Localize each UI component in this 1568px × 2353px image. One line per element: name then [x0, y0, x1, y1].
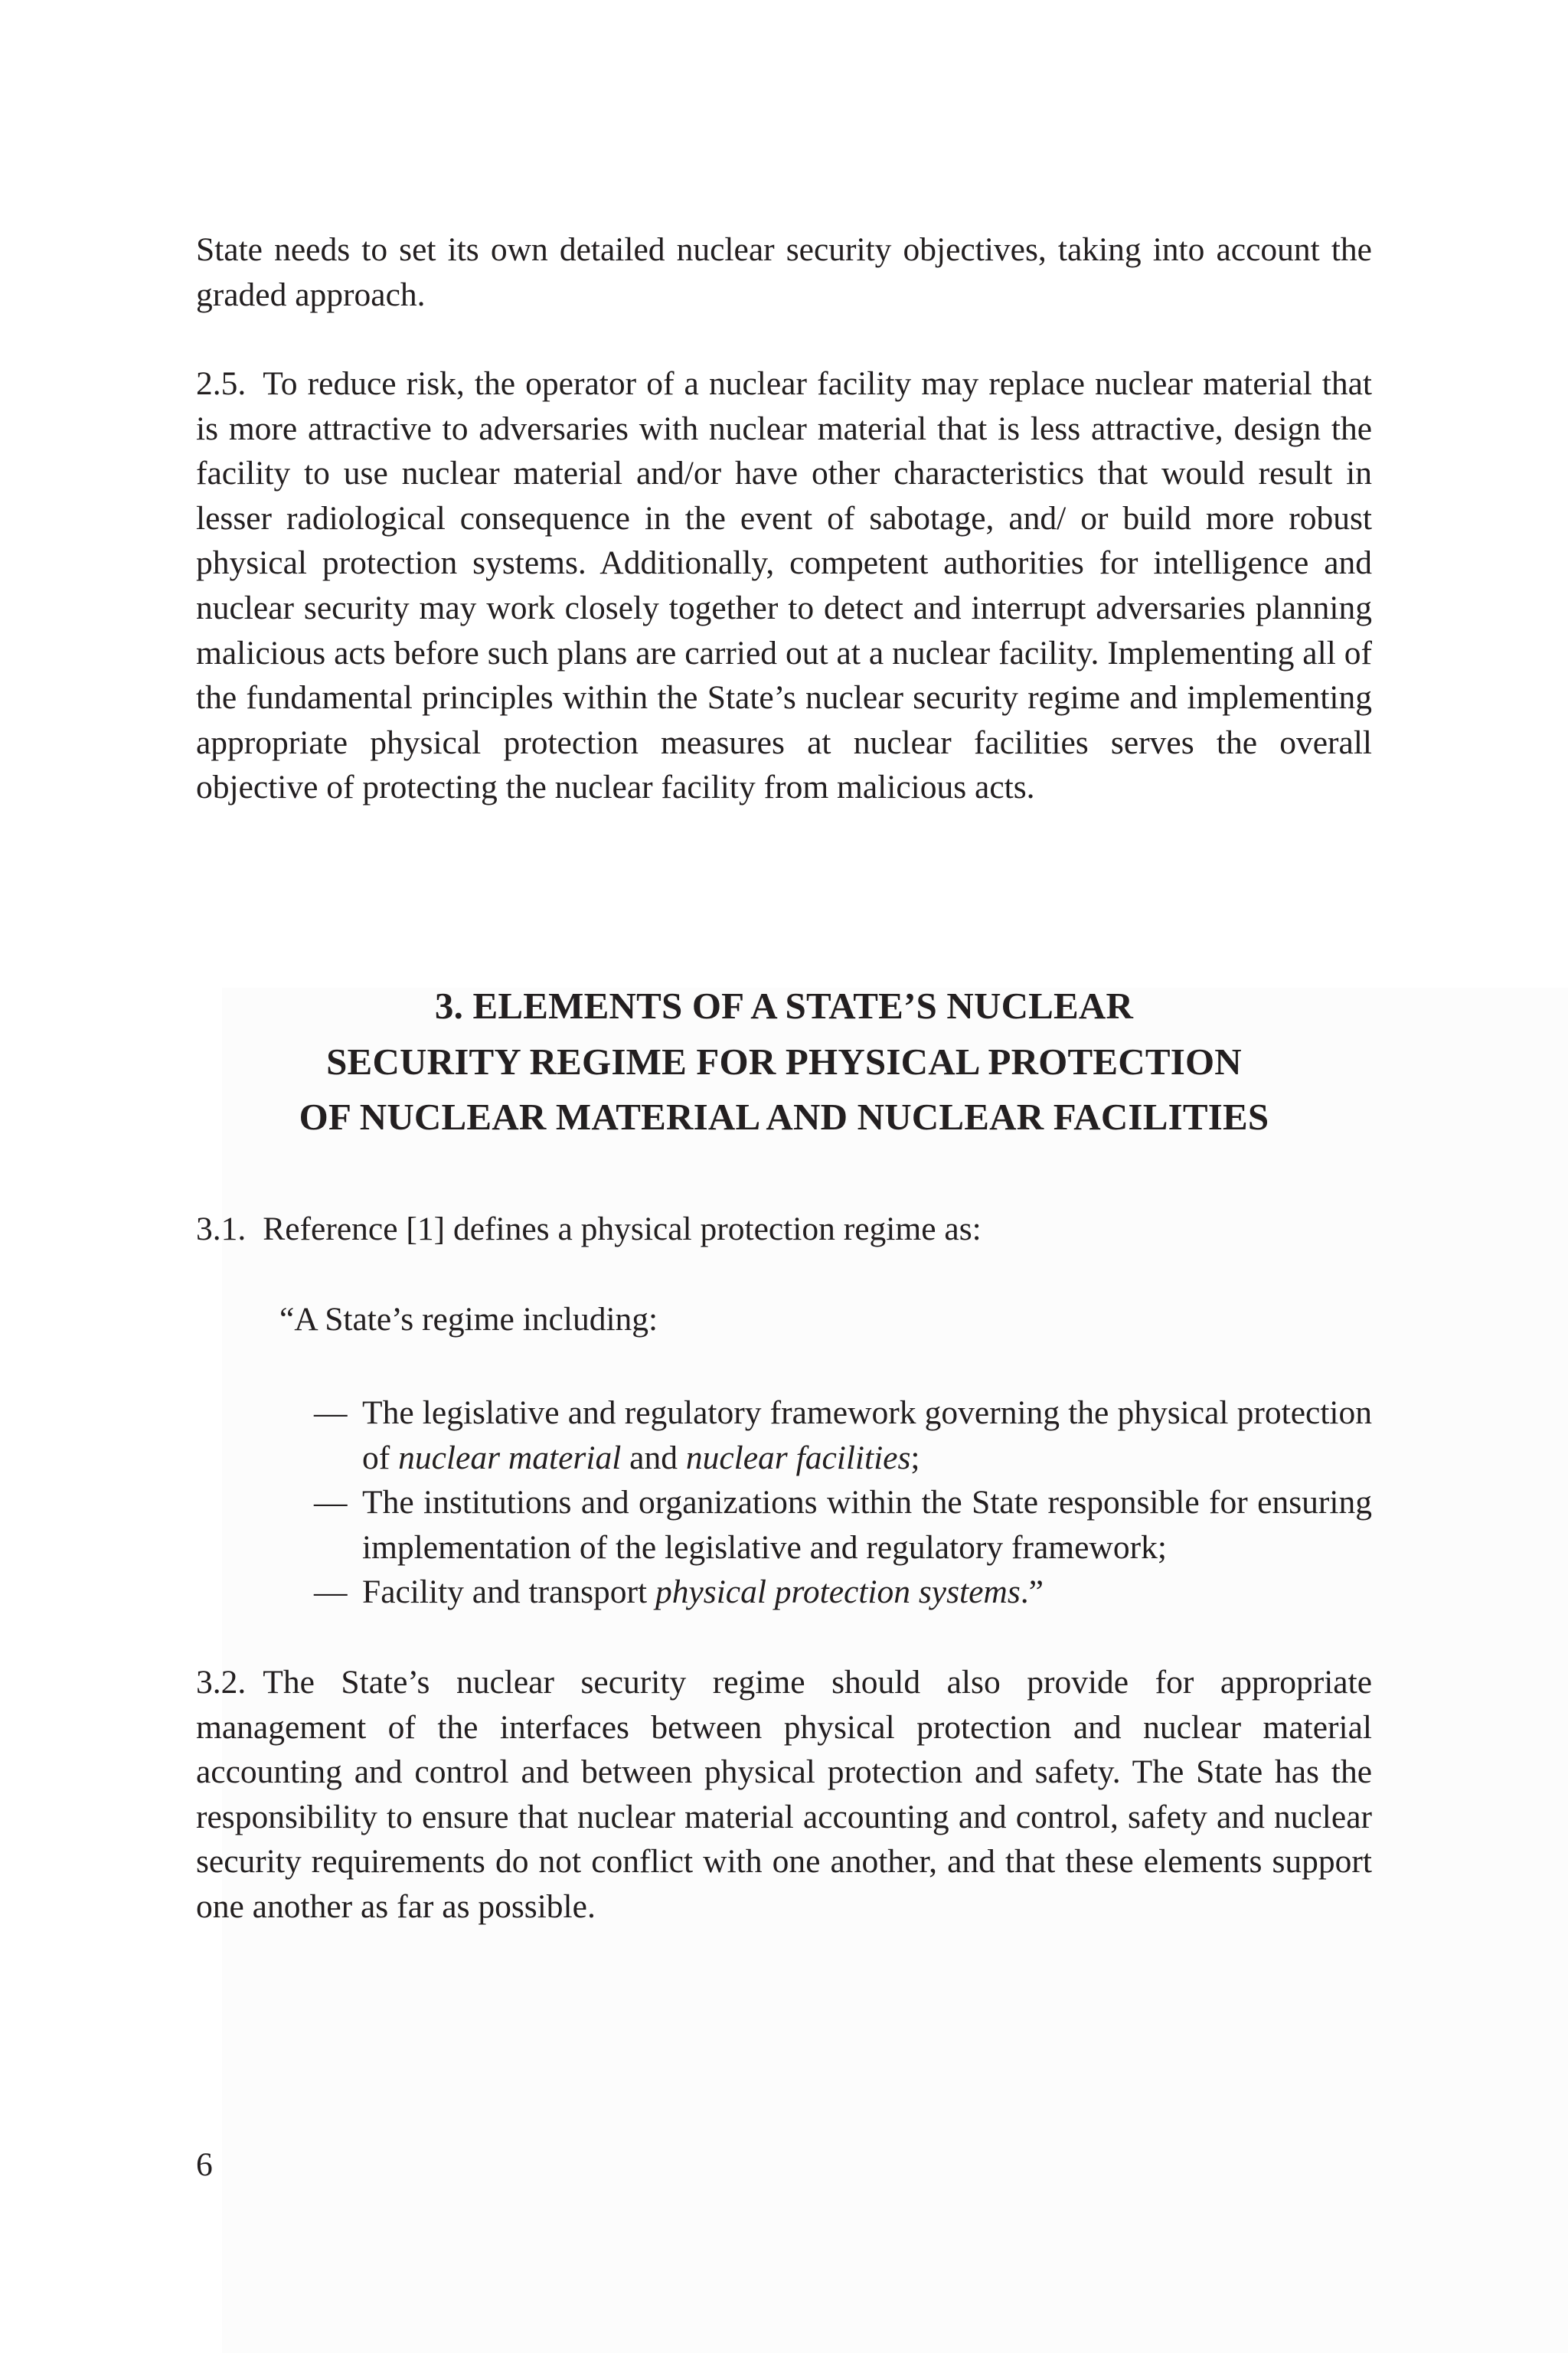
paragraph-number: 3.2.	[196, 1664, 247, 1701]
paragraph-text: The State’s nuclear security regime should also provide for appropriate management of the interfaces between physical protection and nuclear material accounting and control and between physical protection and safety. The State has the responsibility to ensure that nuclear material accounting and control, safety and nuclear security requirements do not conflict with one another, and that these elements support one another as far as possible.	[196, 1664, 1372, 1925]
paragraph-text: To reduce risk, the operator of a nuclear facility may replace nuclear material that is more attractive to adversaries with nuclear material that is less attractive, design the facility to use nuclear material and/or have other characteristics that would result in lesser radiological consequence in the event of sabotage, and/ or build more robust physical protection systems. Additionally, competent authorities for intelligence and nuclear security may work closely together to detect and interrupt adversaries planning malicious acts before such plans are carried out at a nuclear facility. Implementing all of the fundamental principles within the State’s nuclear security regime and implementing appropriate physical protection measures at nuclear facilities serves the overall objective of protecting the nuclear facility from malicious acts.	[196, 365, 1372, 806]
paragraph-2-5	[196, 361, 1372, 810]
section-3-heading	[196, 979, 1372, 1145]
list-item: — The institutions and organizations within the State responsible for ensuring implementation of the legislative and regulatory framework;	[314, 1480, 1372, 1570]
em-dash: —	[314, 1394, 348, 1431]
list-item: — Facility and transport physical protection systems.”	[314, 1570, 1372, 1615]
quote-intro: “A State’s regime including:	[279, 1301, 658, 1338]
em-dash: —	[314, 1484, 348, 1521]
paragraph-number: 3.1.	[196, 1211, 247, 1247]
heading-line-3: OF NUCLEAR MATERIAL AND NUCLEAR FACILITIES	[299, 1096, 1269, 1138]
term-nuclear-material: nuclear material	[398, 1439, 622, 1476]
term-physical-protection-systems: physical protection systems	[655, 1574, 1021, 1611]
intro-text: State needs to set its own detailed nuclear security objectives, taking into account the graded approach.	[196, 231, 1372, 313]
page-number: 6	[196, 2146, 213, 2183]
list-item: — The legislative and regulatory framework governing the physical protection of nuclear material and nuclear facilities;	[314, 1391, 1372, 1480]
heading-line-1: 3. ELEMENTS OF A STATE’S NUCLEAR	[434, 985, 1134, 1027]
heading-line-2: SECURITY REGIME FOR PHYSICAL PROTECTION	[326, 1040, 1242, 1083]
em-dash: —	[314, 1574, 348, 1611]
term-nuclear-facilities: nuclear facilities	[685, 1439, 911, 1476]
intro-paragraph	[196, 227, 1372, 317]
paragraph-3-1	[196, 1207, 1372, 1252]
definition-list	[314, 1391, 1372, 1615]
paragraph-number: 2.5.	[196, 365, 247, 402]
paragraph-3-2	[196, 1660, 1372, 1930]
paragraph-text: Reference [1] defines a physical protection regime as:	[263, 1211, 982, 1247]
